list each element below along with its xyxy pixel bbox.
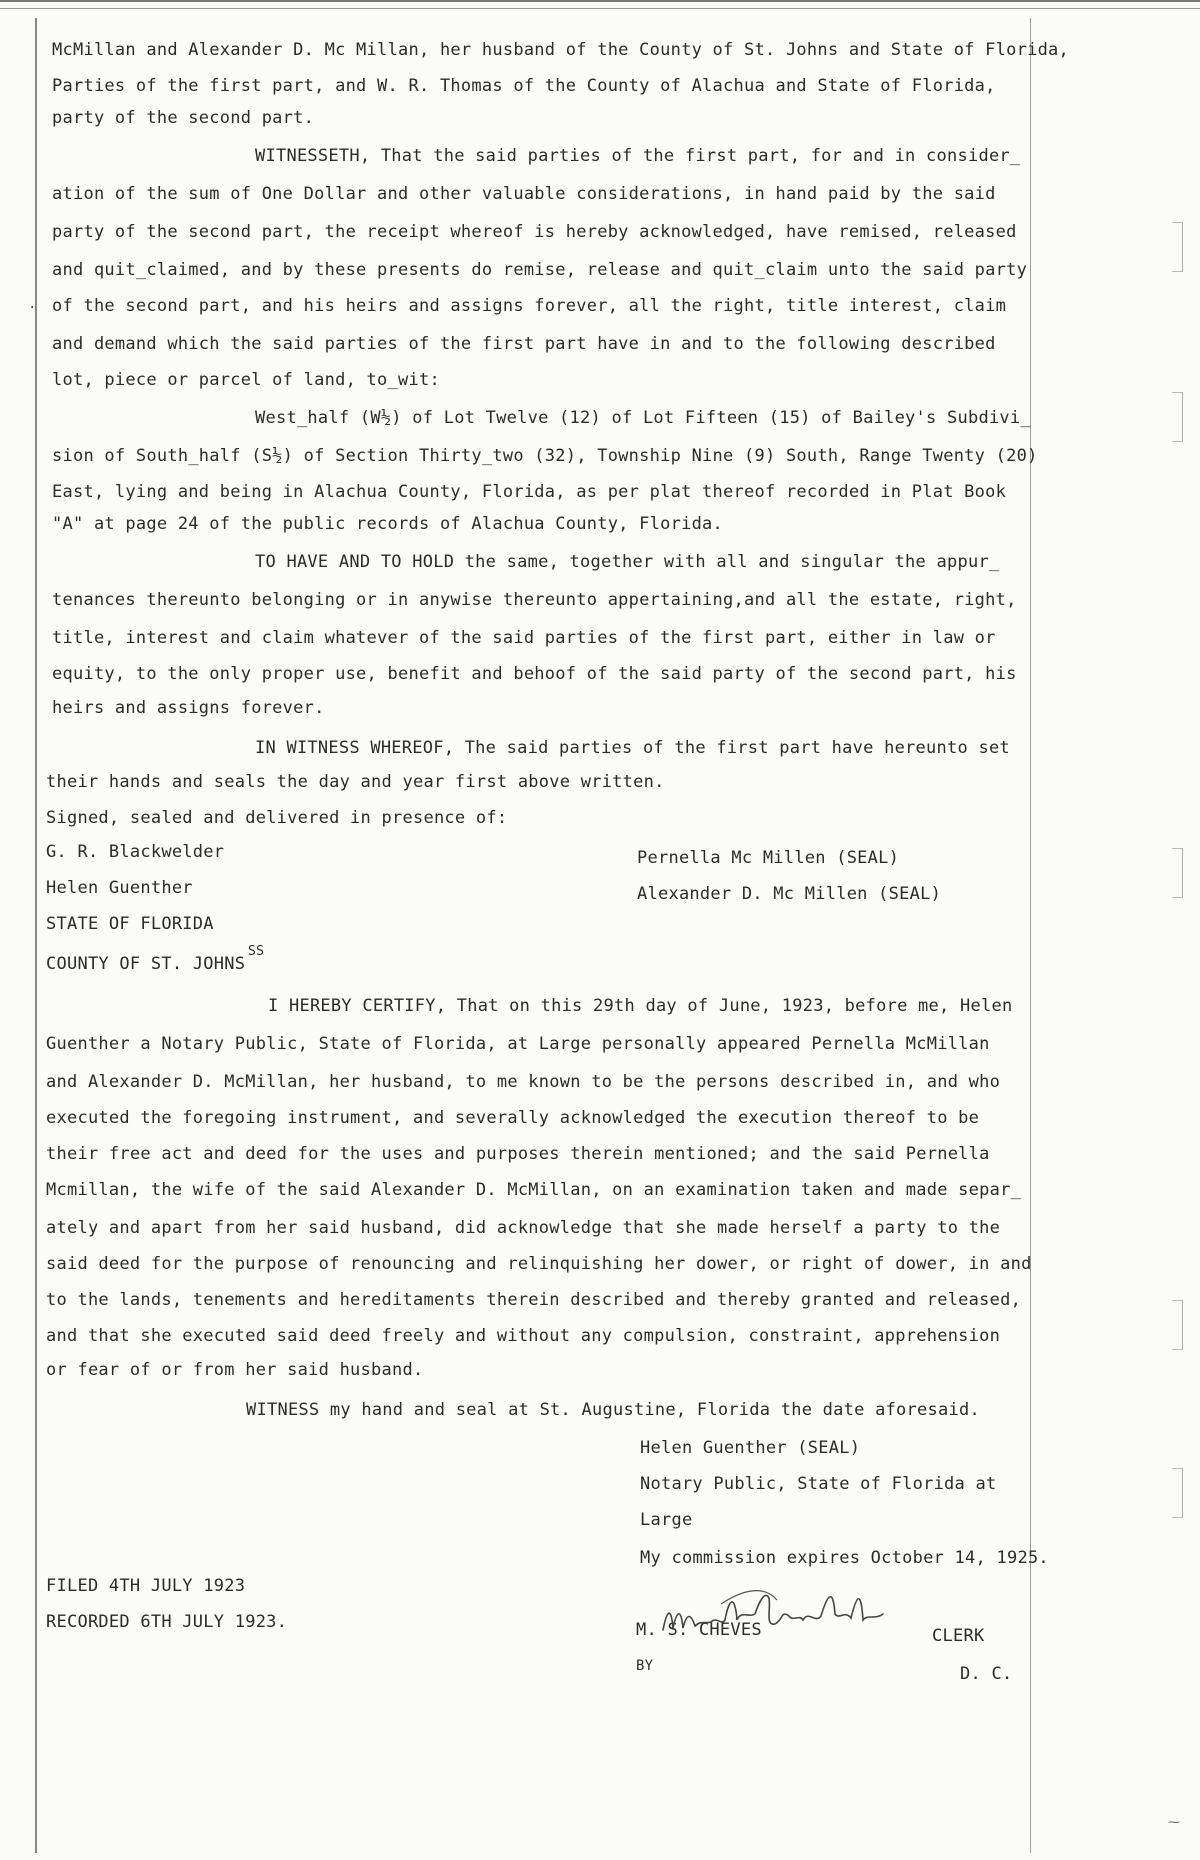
deed-line: Signed, sealed and delivered in presence of: (46, 808, 508, 828)
deed-line: TO HAVE AND TO HOLD the same, together with all and singular the appur_ (255, 552, 1000, 572)
deed-line: their hands and seals the day and year first above written. (46, 772, 665, 792)
property-description: West_half (W½) of Lot Twelve (12) of Lot Fifteen (15) of Bailey's Subdivi_ (255, 408, 1031, 428)
witness-name: G. R. Blackwelder (46, 842, 225, 862)
deed-line: of the second part, and his heirs and assigns forever, all the right, title interest, claim (52, 296, 1007, 316)
grantor-signature: Pernella Mc Millen (SEAL) (637, 848, 900, 868)
deed-line: IN WITNESS WHEREOF, The said parties of the first part have hereunto set (255, 738, 1010, 758)
notary-signature: Helen Guenther (SEAL) (640, 1438, 861, 1458)
clerk-title: CLERK (932, 1626, 985, 1646)
deed-line: heirs and assigns forever. (52, 698, 325, 718)
grantor-signature: Alexander D. Mc Millen (SEAL) (637, 884, 942, 904)
deed-line: title, interest and claim whatever of the said parties of the first part, either in law or (52, 628, 996, 648)
corner-mark: ⁓ (1168, 1815, 1180, 1829)
page-top-border (0, 0, 1200, 9)
deputy-clerk-label: D. C. (960, 1664, 1013, 1684)
deed-line: party of the second part. (52, 108, 315, 128)
certificate-line: to the lands, tenements and hereditaments therein described and thereby granted and released, (46, 1290, 1022, 1310)
property-description: East, lying and being in Alachua County, Florida, as per plat thereof recorded in Plat Book (52, 482, 1007, 502)
deed-line: equity, to the only proper use, benefit and behoof of the said party of the second part, his (52, 664, 1017, 684)
commission-expiry: My commission expires October 14, 1925. (640, 1548, 1049, 1568)
deed-line: and quit_claimed, and by these presents do remise, release and quit_claim unto the said party (52, 260, 1028, 280)
margin-dot: . (28, 296, 37, 312)
certificate-line: their free act and deed for the uses and purposes therein mentioned; and the said Pernella (46, 1144, 990, 1164)
county-heading: COUNTY OF ST. JOHNS (46, 954, 246, 974)
certificate-line: Guenther a Notary Public, State of Florida, at Large personally appeared Pernella McMillan (46, 1034, 990, 1054)
margin-bracket (1172, 848, 1183, 898)
certificate-line: WITNESS my hand and seal at St. Augustine, Florida the date aforesaid. (246, 1400, 980, 1420)
deed-line: Parties of the first part, and W. R. Thomas of the County of Alachua and State of Florida, (52, 76, 996, 96)
notary-title: Notary Public, State of Florida at (640, 1474, 997, 1494)
deed-line: WITNESSETH, That the said parties of the first part, for and in consider_ (255, 146, 1021, 166)
property-description: sion of South_half (S½) of Section Thirty_two (32), Township Nine (9) South, Range Twenty (20) (52, 446, 1038, 466)
witness-name: Helen Guenther (46, 878, 193, 898)
margin-bracket (1172, 222, 1183, 272)
ss-mark: SS (248, 944, 265, 959)
certificate-line: and Alexander D. McMillan, her husband, to me known to be the persons described in, and who (46, 1072, 1001, 1092)
certificate-line: executed the foregoing instrument, and severally acknowledged the execution thereof to be (46, 1108, 980, 1128)
recorded-date: RECORDED 6TH JULY 1923. (46, 1612, 288, 1632)
certificate-line: I HEREBY CERTIFY, That on this 29th day of June, 1923, before me, Helen (268, 996, 1013, 1016)
certificate-line: said deed for the purpose of renouncing and relinquishing her dower, or right of dower, in and (46, 1254, 1032, 1274)
by-label: BY (636, 1658, 654, 1674)
right-margin-rule (1030, 18, 1031, 1853)
deed-line: tenances thereunto belonging or in anywise thereunto appertaining,and all the estate, right, (52, 590, 1017, 610)
property-description: "A" at page 24 of the public records of Alachua County, Florida. (52, 514, 724, 534)
deed-line: ation of the sum of One Dollar and other valuable considerations, in hand paid by the said (52, 184, 996, 204)
left-margin-rule (35, 18, 37, 1853)
handwritten-signature (655, 1580, 895, 1640)
deed-line: McMillan and Alexander D. Mc Millan, her husband of the County of St. Johns and State of Florida, (52, 40, 1070, 60)
margin-bracket (1172, 392, 1183, 442)
margin-bracket (1172, 1300, 1183, 1350)
filed-date: FILED 4TH JULY 1923 (46, 1576, 246, 1596)
state-heading: STATE OF FLORIDA (46, 914, 214, 934)
clerk-name: M. S. CHEVES (636, 1620, 762, 1640)
certificate-line: Mcmillan, the wife of the said Alexander D. McMillan, on an examination taken and made separ_ (46, 1180, 1022, 1200)
certificate-line: and that she executed said deed freely and without any compulsion, constraint, apprehension (46, 1326, 1001, 1346)
margin-bracket (1172, 1468, 1183, 1518)
deed-line: and demand which the said parties of the first part have in and to the following described (52, 334, 996, 354)
certificate-line: ately and apart from her said husband, did acknowledge that she made herself a party to the (46, 1218, 1001, 1238)
deed-line: party of the second part, the receipt whereof is hereby acknowledged, have remised, released (52, 222, 1017, 242)
certificate-line: or fear of or from her said husband. (46, 1360, 424, 1380)
deed-line: lot, piece or parcel of land, to_wit: (52, 370, 440, 390)
notary-title: Large (640, 1510, 693, 1530)
